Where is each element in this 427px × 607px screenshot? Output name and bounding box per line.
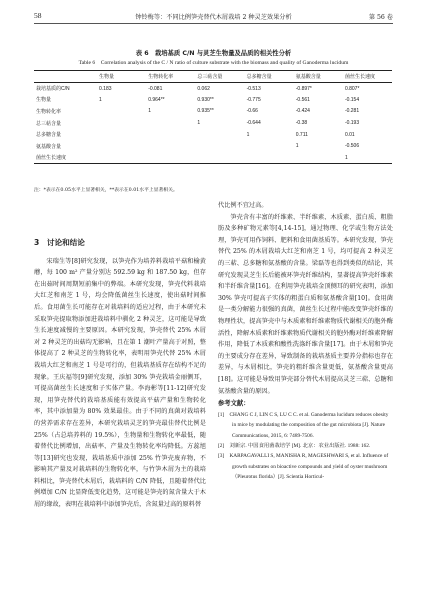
table-cell: -0.897* (295, 85, 312, 92)
reference-item: [2] 刘新宗. 中国食用菌栽培学 [M]. 北京：农业出版社. 1988: 162. (218, 442, 371, 449)
table-cell: 1 (343, 152, 392, 164)
table-cell: -0.38 (295, 120, 308, 127)
table-footnote: 注：*表示在0.05水平上显著相关，**表示在0.01水平上显著相关。 (34, 188, 178, 193)
table-header-row (34, 71, 392, 83)
table-caption-en: Table 6 Correlation analysis of the C / N ratio of culture substrate with the biomass and quality of Ganoderma lucidum (78, 60, 349, 66)
table-cell: 0.930** (197, 96, 214, 103)
table-header-cell: 生物转化率 (146, 71, 195, 83)
volume-label: 第 56 卷 (368, 14, 393, 21)
table-row (34, 117, 392, 129)
table-cell: -0.506 (344, 143, 360, 150)
references-heading: 参考文献： (218, 400, 250, 408)
table-header-cell: 生物量 (97, 71, 146, 83)
table-cell: -0.193 (344, 120, 360, 127)
table-cell (146, 117, 195, 129)
table-row (34, 140, 392, 152)
table-cell (245, 140, 294, 152)
table-row (34, 152, 392, 164)
body-paragraph: 笋壳含有丰富的纤维素、半纤维素、木质素、蛋白质、粗脂肪及多种矿物元素等[4,14-15]，通过物理、化学或生物方法处理，笋壳可用作饲料、肥料和食用菌基质等。本研究发现，笋壳替代 25% 的木屑栽培大红芝和南芝 1 号，均可提高 2 种灵芝的三萜、总多糖和氨基酸的含量。梁磊等也得到类似的结论，其研究发现灵芝生长后能被环笋壳纤维结构，显著提高笋壳纤维素和半纤维含量[16]。在利用笋壳栽培金顶侧耳的研究表明，添加 30% 笋壳可提高子实体的粗蛋白质和氨基酸含量[10]。食用菌是一类分解能力很强的真菌，菌丝生长过程中能改变笋壳纤维的物理性状，提高笋壳中与木质素和纤维素物质代谢相关的胞外酶活性，降解木质素和纤维素物质代谢相关的胞外酶对纤维素降解作用，降低了木质素和酸性洗涤纤维含量[17]。由于木屑和笋壳的主要成分存在差异，导致制备的栽培基质主要养分指标也存在差异，与木屑相比，笋壳的粗纤维含量更低，氨基酸含量更高[18]。这可能是导致用笋壳部分替代木屑提高灵芝三萜、总糖和氨基酸含量的原因。 (218, 213, 393, 395)
table-cell: -0.424 (295, 108, 310, 115)
table-cell (195, 152, 244, 164)
table-row (34, 94, 392, 106)
table-cell: 0.01 (344, 131, 355, 138)
table-row (34, 83, 392, 95)
table-cell (97, 152, 146, 164)
table-cell: -0.561 (295, 96, 310, 103)
table-cell: 1 (99, 96, 102, 103)
correlation-table (34, 70, 392, 164)
table-cell: 1 (148, 108, 151, 115)
table-cell (97, 140, 146, 152)
table-cell: 生物转化率 (36, 108, 62, 115)
table-cell: -0.775 (246, 96, 261, 103)
table-cell: 1 (295, 143, 299, 150)
running-header (34, 10, 393, 24)
table-cell: -0.513 (246, 85, 261, 92)
table-cell: -0.081 (148, 85, 163, 92)
table-cell (97, 117, 146, 129)
table-cell: -0.281 (344, 108, 360, 115)
table-cell: 0.062 (197, 85, 210, 92)
table-cell (97, 129, 146, 141)
table-cell: 栽培基质的C/N (36, 86, 70, 93)
table-cell: 氨基酸含量 (36, 143, 62, 150)
table-cell: 1 (197, 120, 201, 127)
table-cell (97, 106, 146, 118)
table-header-cell: 总三萜含量 (195, 71, 244, 83)
running-title: 钟铃梅等：不同比例笋壳替代木屑栽培 2 种灵芝效果分析 (135, 14, 292, 21)
table-cell (146, 129, 195, 141)
table-caption-cn: 表 6 栽培基质 C/N 与灵芝生物量及品质的相关性分析 (135, 50, 292, 57)
left-column (34, 200, 206, 511)
table-cell: 0.183 (99, 85, 112, 92)
table-cell (195, 140, 244, 152)
table-cell (146, 140, 195, 152)
table-row (34, 129, 392, 141)
table-header-cell: 菌丝生长速度 (343, 71, 392, 83)
table-header-cell (34, 71, 97, 83)
table-cell (146, 152, 195, 164)
table-cell: 总多糖含量 (36, 132, 62, 139)
table-cell: 0.711 (295, 131, 308, 138)
table-cell: 1 (246, 131, 250, 138)
table-row (34, 106, 392, 118)
page-number: 58 (34, 11, 42, 20)
table-cell (294, 152, 343, 164)
table-cell (245, 152, 294, 164)
table-cell: -0.644 (246, 120, 261, 127)
section-title: 3 讨论和结论 (34, 238, 85, 247)
table-cell: 菌丝生长速度 (34, 152, 97, 164)
table-cell: 生物量 (36, 97, 52, 104)
table-cell: -0.66 (246, 108, 258, 115)
table-cell: 0.935** (197, 108, 214, 115)
table-header-cell: 总多糖含量 (245, 71, 294, 83)
table-cell: -0.154 (344, 96, 360, 103)
table-cell: 0.964** (148, 96, 165, 103)
body-paragraph: 宋瑞生等[8]研究发现，以笋壳作为培养料栽培平菇和榆黄蘑，每 100 m² 产量分别达 592.59 kg 和 187.50 kg，但存在出菇时间周期短前集中的弊端。本研究发现，笋壳代料栽培大红芝和南芝 1 号，均会降低菌丝生长速度，使出菇时间推后。食用菌生长可能存在对栽培料的适应过程，由于本研究未采取笋壳提取物添加进栽培料中驯化 2 种灵芝，这可能是导致生长速度减慢的主要原因。本研究发现，笋壳替代 25% 木屑对 2 种灵芝的出菇均无影响，且在第 1 潮叶产量高于对照，整体提高了 2 种灵芝的生物转化率，表明用笋壳代替 25% 木屑栽培大红芝和南芝 1 号是可行的，但栽培基质存在结构不足的现象。王庆福等[9]研究发现，添加 30% 笋壳栽培金丽侧耳，可提高菌丝生长速度和子实体产量。李海彬等[11-12]研究发现，用笋壳替代的栽培基质能有效提高平菇产量和生物转化率，其中添加量为 80% 效果最佳。由于不同的真菌对栽培料的营养需求存在差异，本研究栽培灵芝的笋壳最佳替代比例是 25%（占总培养料的 19.5%），生物量和生物转化率最低，随着替代比例增加，出菇率、产量及生物转化率均降低。方蕊旭等[13]研究也发现，栽培基质中添加 25% 竹笋壳废弃物，不影响其产量及对栽培料的生物转化率，与竹笋木屑为主的栽培料相比，笋壳替代木屑后，栽培料的 C/N 降低，且随着替代比例增加 C/N 比显降低变化趋势，这可能是笋壳的氮含量大于木屑的缘故，表明在栽培料中添加笋壳后，含氮量过高的原料替 (34, 257, 206, 509)
table-cell (195, 129, 244, 141)
reference-item: [3] KARPAGAVALLI S, MANISHA R, MAGESHWARI S, et al. Influence of growth substrates on bioactive compounds and yield of oyster mushroom（Pleurotus florida）[J]. Scientia Horticul- (218, 453, 389, 481)
table-cell: 总三萜含量 (36, 120, 62, 127)
reference-item: [1] CHANG C J, LIN C S, LU C C. et al. Ganoderma lucidum reduces obesity in mice by modulating the composition of the gut microbiota [J]. Nature Communications, 2015, 6: 7489-7506. (218, 411, 389, 439)
body-paragraph: 代比例不宜过高。 (218, 202, 268, 209)
right-column (218, 200, 393, 483)
table-cell: 0.807* (344, 85, 360, 92)
table-header-cell: 氨基酸含量 (294, 71, 343, 83)
